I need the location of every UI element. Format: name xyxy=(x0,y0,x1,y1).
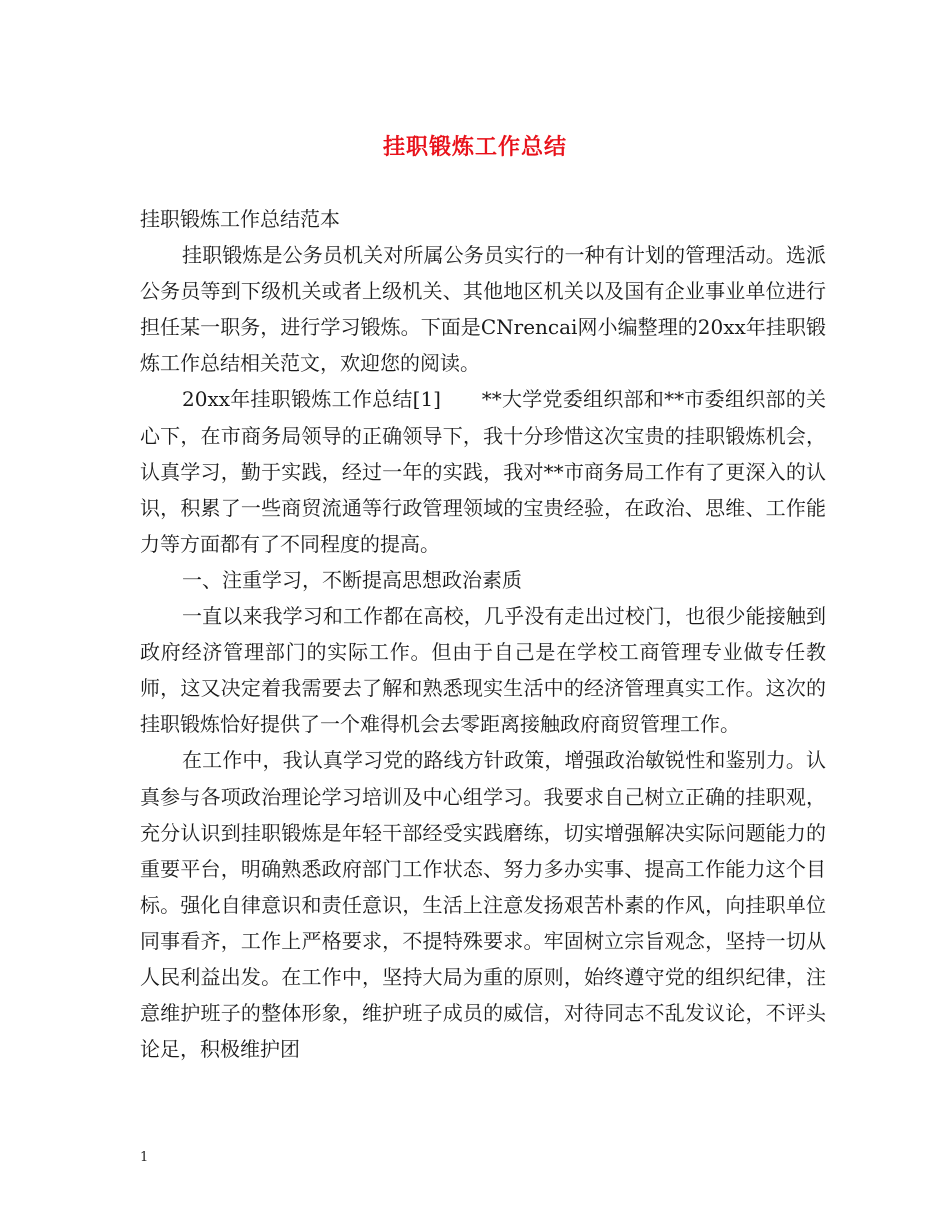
document-body xyxy=(140,201,826,1067)
summary-paragraph: 20xx年挂职锻炼工作总结[1] **大学党委组织部和**市委组织部的关心下，在市商务局领导的正确领导下，我十分珍惜这次宝贵的挂职锻炼机会，认真学习，勤于实践，经过一年的实践，我对**市商务局工作有了更深入的认识，积累了一些商贸流通等行政管理领域的宝贵经验，在政治、思维、工作能力等方面都有了不同程度的提高。 xyxy=(140,387,826,556)
document-title: 挂职锻炼工作总结 xyxy=(382,134,567,160)
body-paragraph: 一直以来我学习和工作都在高校，几乎没有走出过校门，也很少能接触到政府经济管理部门的实际工作。但由于自己是在学校工商管理专业做专任教师，这又决定着我需要去了解和熟悉现实生活中的经济管理真实工作。这次的挂职锻炼恰好提供了一个难得机会去零距离接触政府商贸管理工作。 xyxy=(140,604,826,737)
page-number: 1 xyxy=(140,1150,149,1165)
subtitle-paragraph: 挂职锻炼工作总结范本 xyxy=(140,207,340,231)
intro-paragraph: 挂职锻炼是公务员机关对所属公务员实行的一种有计划的管理活动。选派公务员等到下级机关或者上级机关、其他地区机关以及国有企业事业单位进行担任某一职务，进行学习锻炼。下面是CNrencai网小编整理的20xx年挂职锻炼工作总结相关范文，欢迎您的阅读。 xyxy=(140,243,826,376)
section-heading: 一、注重学习，不断提高思想政治素质 xyxy=(182,567,522,592)
body-paragraph: 在工作中，我认真学习党的路线方针政策，增强政治敏锐性和鉴别力。认真参与各项政治理论学习培训及中心组学习。我要求自己树立正确的挂职观，充分认识到挂职锻炼是年轻干部经受实践磨练，切实增强解决实际问题能力的重要平台，明确熟悉政府部门工作状态、努力多办实事、提高工作能力这个目标。强化自律意识和责任意识，生活上注意发扬艰苦朴素的作风，向挂职单位同事看齐，工作上严格要求，不提特殊要求。牢固树立宗旨观念，坚持一切从人民利益出发。在工作中，坚持大局为重的原则，始终遵守党的组织纪律，注意维护班子的整体形象，维护班子成员的威信，对待同志不乱发议论，不评头论足，积极维护团 xyxy=(140,748,826,1062)
